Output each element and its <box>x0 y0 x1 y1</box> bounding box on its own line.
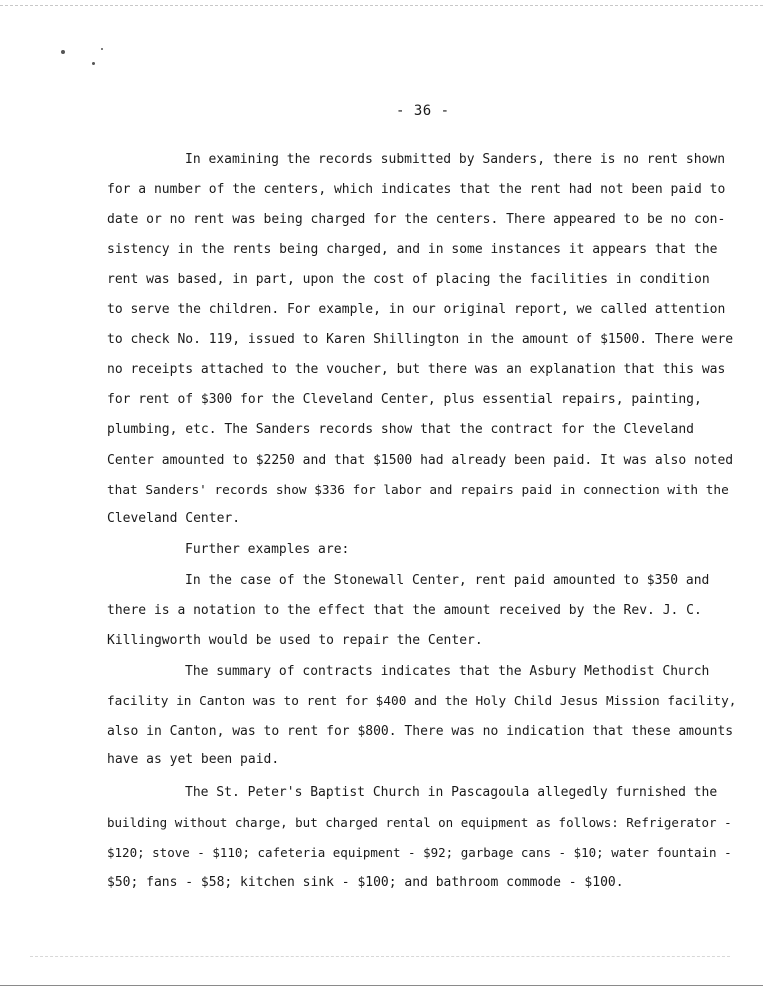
text-line: that Sanders' records show $336 for labor and repairs paid in connection with the <box>107 483 729 498</box>
text-line: date or no rent was being charged for the centers. There appeared to be no con- <box>107 212 726 227</box>
text-line: Center amounted to $2250 and that $1500 had already been paid. It was also noted <box>107 453 734 468</box>
text-line: $120; stove - $110; cafeteria equipment - $92; garbage cans - $10; water fountain - <box>107 845 732 860</box>
text-line: building without charge, but charged rental on equipment as follows: Refrigerator - <box>107 815 732 830</box>
scan-artifact-line <box>30 956 730 957</box>
text-line: In the case of the Stonewall Center, rent paid amounted to $350 and <box>185 573 710 588</box>
text-line: facility in Canton was to rent for $400 and the Holy Child Jesus Mission facility, <box>107 694 737 709</box>
scan-speck <box>92 62 95 65</box>
text-line: The summary of contracts indicates that the Asbury Methodist Church <box>185 664 710 679</box>
text-line: The St. Peter's Baptist Church in Pascagoula allegedly furnished the <box>185 785 718 800</box>
text-line: sistency in the rents being charged, and in some instances it appears that the <box>107 242 718 257</box>
text-line: have as yet been paid. <box>107 752 280 767</box>
text-line: Further examples are: <box>185 542 350 557</box>
text-line: Killingworth would be used to repair the Center. <box>107 633 483 648</box>
text-line: to check No. 119, issued to Karen Shillington in the amount of $1500. There were <box>107 332 734 347</box>
text-line: no receipts attached to the voucher, but there was an explanation that this was <box>107 362 726 377</box>
page-top-edge <box>0 5 763 6</box>
scan-speck <box>101 48 103 50</box>
text-line: plumbing, etc. The Sanders records show that the contract for the Cleveland <box>107 422 694 437</box>
text-line: to serve the children. For example, in our original report, we called attention <box>107 302 726 317</box>
scan-speck <box>61 50 65 54</box>
text-line: there is a notation to the effect that the amount received by the Rev. J. C. <box>107 603 702 618</box>
text-line: also in Canton, was to rent for $800. There was no indication that these amounts <box>107 724 734 739</box>
text-line: rent was based, in part, upon the cost of placing the facilities in condition <box>107 272 710 287</box>
text-line: for rent of $300 for the Cleveland Center, plus essential repairs, painting, <box>107 392 702 407</box>
text-line: Cleveland Center. <box>107 511 241 526</box>
page-number: - 36 - <box>396 103 450 119</box>
text-line: In examining the records submitted by Sanders, there is no rent shown <box>185 152 726 167</box>
page-bottom-edge <box>0 985 763 986</box>
text-line: $50; fans - $58; kitchen sink - $100; and bathroom commode - $100. <box>107 875 624 890</box>
text-line: for a number of the centers, which indicates that the rent had not been paid to <box>107 182 726 197</box>
